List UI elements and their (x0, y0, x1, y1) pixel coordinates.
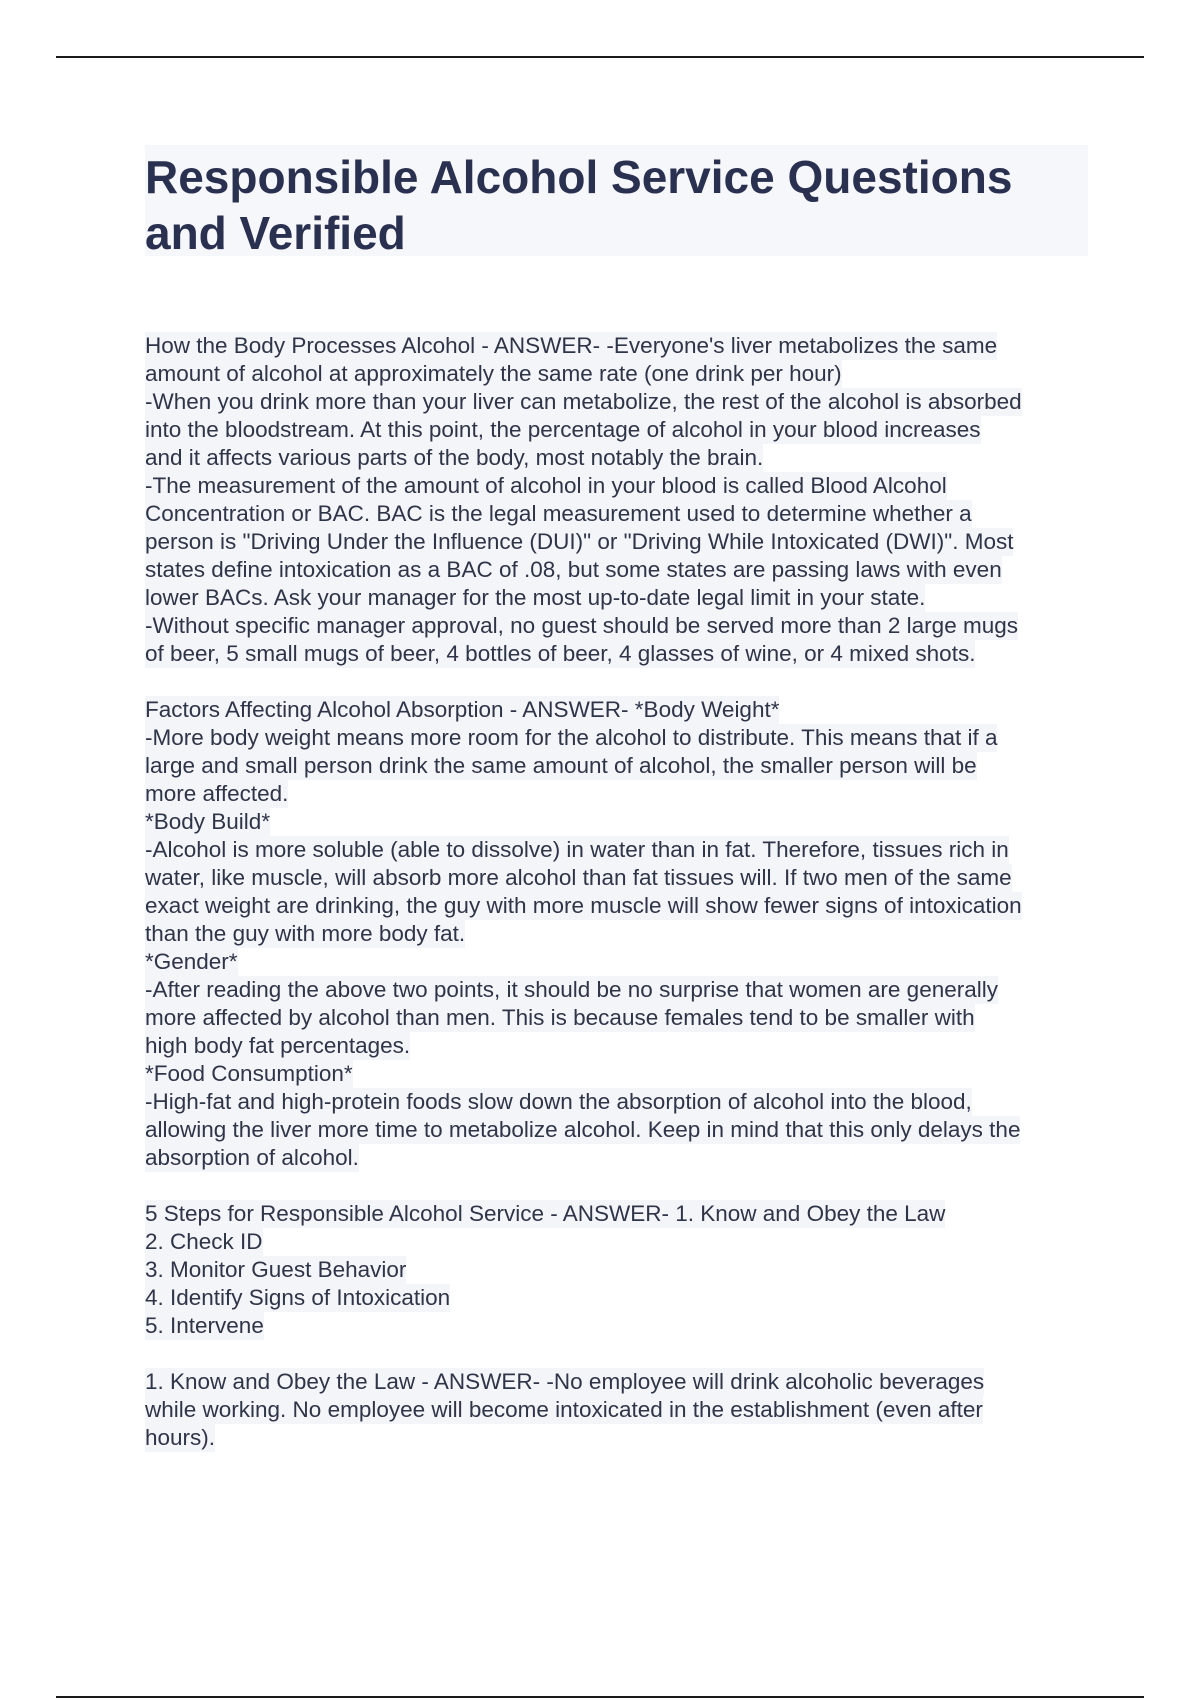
text-line: 2. Check ID (145, 1229, 263, 1254)
text-line: *Food Consumption* (145, 1061, 353, 1086)
document-body (145, 332, 1095, 1480)
text-line: of beer, 5 small mugs of beer, 4 bottles of beer, 4 glasses of wine, or 4 mixed shots. (145, 641, 976, 666)
text-line: 5. Intervene (145, 1313, 264, 1338)
text-line: -More body weight means more room for the alcohol to distribute. This means that if a (145, 725, 998, 750)
text-line: and it affects various parts of the body, most notably the brain. (145, 445, 764, 470)
text-line: -Alcohol is more soluble (able to dissolve) in water than in fat. Therefore, tissues rich in (145, 837, 1009, 862)
document-title: Responsible Alcohol Service Questions and Verified (145, 151, 1013, 259)
text-line: Factors Affecting Alcohol Absorption - ANSWER- *Body Weight* (145, 697, 780, 722)
text-line: 1. Know and Obey the Law - ANSWER- -No employee will drink alcoholic beverages (145, 1369, 985, 1394)
text-line: into the bloodstream. At this point, the percentage of alcohol in your blood increases (145, 417, 981, 442)
text-line: *Gender* (145, 949, 238, 974)
text-line: more affected. (145, 781, 289, 806)
text-line: states define intoxication as a BAC of .08, but some states are passing laws with even (145, 557, 1002, 582)
text-line: -The measurement of the amount of alcohol in your blood is called Blood Alcohol (145, 473, 947, 498)
text-line: person is "Driving Under the Influence (DUI)" or "Driving While Intoxicated (DWI)". Most (145, 529, 1014, 554)
title-block (145, 145, 1088, 259)
text-line: 5 Steps for Responsible Alcohol Service - ANSWER- 1. Know and Obey the Law (145, 1201, 946, 1226)
text-line: high body fat percentages. (145, 1033, 411, 1058)
text-line: *Body Build* (145, 809, 271, 834)
qa-section (145, 696, 1095, 1172)
text-line: water, like muscle, will absorb more alcohol than fat tissues will. If two men of the same (145, 865, 1012, 890)
qa-section (145, 332, 1095, 668)
text-line: Concentration or BAC. BAC is the legal measurement used to determine whether a (145, 501, 972, 526)
text-line: -High-fat and high-protein foods slow down the absorption of alcohol into the blood, (145, 1089, 972, 1114)
text-line: -Without specific manager approval, no guest should be served more than 2 large mugs (145, 613, 1018, 638)
text-line: -After reading the above two points, it should be no surprise that women are generally (145, 977, 998, 1002)
text-line: absorption of alcohol. (145, 1145, 359, 1170)
qa-section (145, 1200, 1095, 1340)
qa-section (145, 1368, 1095, 1452)
top-rule (56, 56, 1144, 58)
text-line: while working. No employee will become intoxicated in the establishment (even after (145, 1397, 983, 1422)
text-line: lower BACs. Ask your manager for the most up-to-date legal limit in your state. (145, 585, 926, 610)
text-line: hours). (145, 1425, 216, 1450)
text-line: -When you drink more than your liver can metabolize, the rest of the alcohol is absorbed (145, 389, 1022, 414)
bottom-rule (56, 1696, 1144, 1698)
text-line: large and small person drink the same amount of alcohol, the smaller person will be (145, 753, 977, 778)
text-line: How the Body Processes Alcohol - ANSWER- -Everyone's liver metabolizes the same (145, 333, 998, 358)
text-line: 4. Identify Signs of Intoxication (145, 1285, 451, 1310)
text-line: allowing the liver more time to metabolize alcohol. Keep in mind that this only delays the (145, 1117, 1021, 1142)
text-line: more affected by alcohol than men. This is because females tend to be smaller with (145, 1005, 975, 1030)
text-line: amount of alcohol at approximately the same rate (one drink per hour) (145, 361, 842, 386)
text-line: than the guy with more body fat. (145, 921, 466, 946)
text-line: 3. Monitor Guest Behavior (145, 1257, 407, 1282)
text-line: exact weight are drinking, the guy with more muscle will show fewer signs of intoxication (145, 893, 1022, 918)
